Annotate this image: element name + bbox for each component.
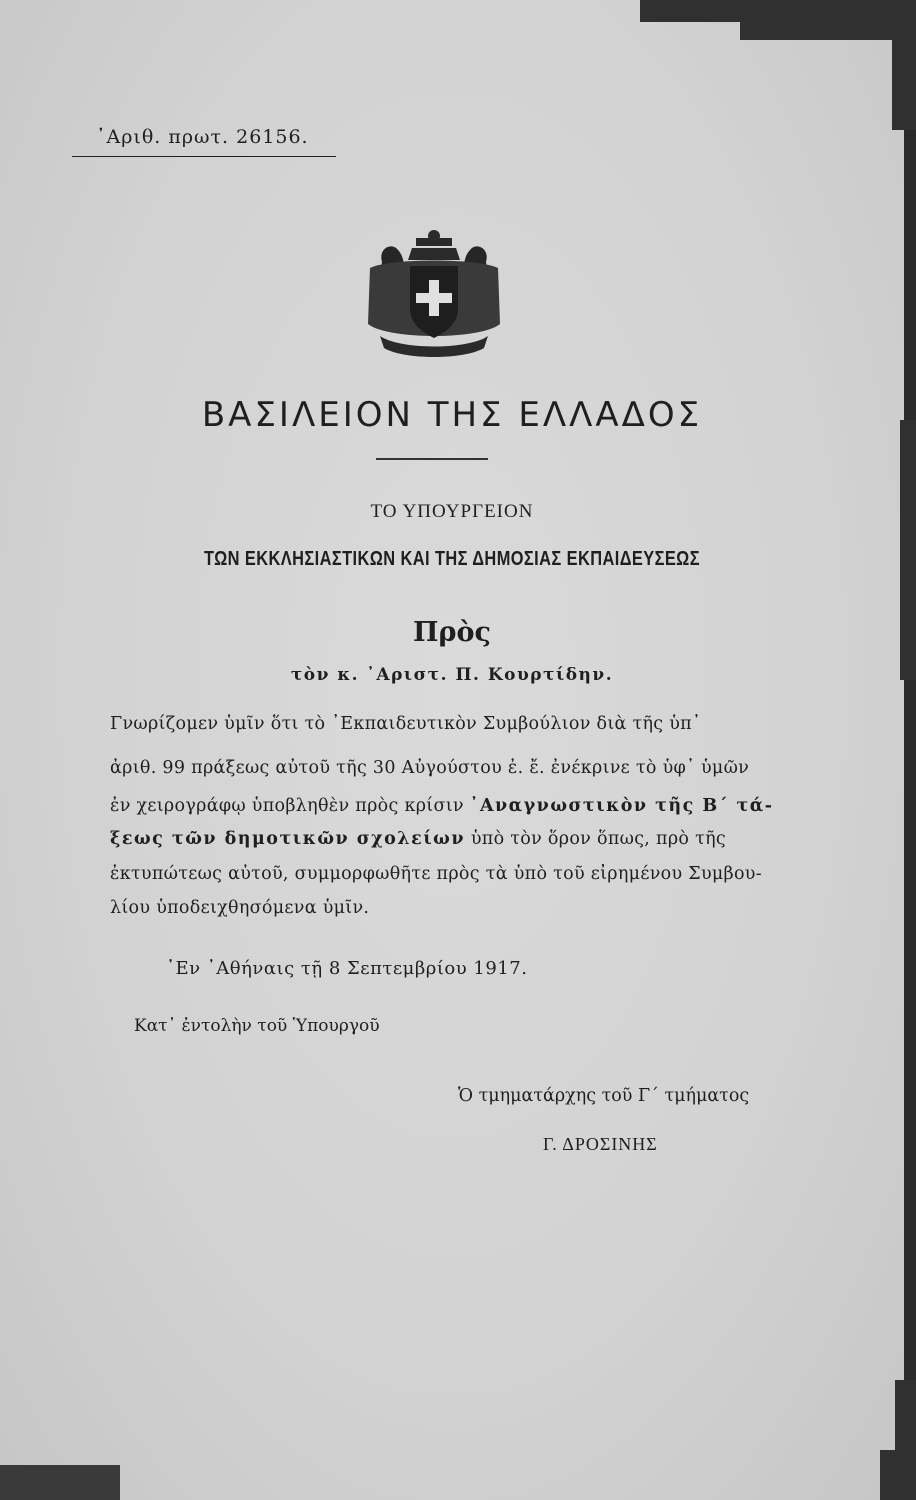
department-title: Ὁ τμηματάρχης τοῦ Γ΄ τμήματος [458, 1086, 750, 1106]
book-title: ᾿Αναγνωστικὸν τῆς Β΄ τά- [469, 796, 774, 816]
torn-edge [880, 1450, 916, 1500]
body-text-line [110, 829, 726, 849]
body-text-line: ἀριθ. 99 πράξεως αὐτοῦ τῆς 30 Αὐγούστου ἐ. ἔ. ἐνέκρινε τὸ ὑφ᾿ ὑμῶν [110, 758, 750, 778]
body-text-line: Γνωρίζομεν ὑμῖν ὅτι τὸ ᾿Εκπαιδευτικὸν Συμβούλιον διὰ τῆς ὑπ᾿ [110, 714, 702, 734]
recipient-name: τὸν κ. ᾿Αριστ. Π. Κουρτίδην. [290, 665, 614, 685]
ministry-heading: ΤΟ ΥΠΟΥΡΓΕΙΟΝ [370, 501, 534, 522]
body-text-line: λίου ὑποδειχθησόμενα ὑμῖν. [110, 898, 370, 918]
royal-coat-of-arms-icon [360, 228, 508, 360]
order-line: Κατ᾿ ἐντολὴν τοῦ Ὑπουργοῦ [134, 1016, 380, 1036]
protocol-number: ᾿Αριθ. πρωτ. 26156. [96, 126, 309, 148]
body-text-line: ἐκτυπώτεως αὐτοῦ, συμμορφωθῆτε πρὸς τὰ ὑπὸ τοῦ εἰρημένου Συμβου- [110, 864, 762, 884]
torn-edge [0, 1465, 120, 1500]
body-text-segment: ἐν χειρογράφῳ ὑποβληθὲν πρὸς κρίσιν [110, 796, 470, 816]
torn-edge [740, 22, 916, 40]
heading-rule [376, 458, 488, 460]
ministry-name: ΤΩΝ ΕΚΚΛΗΣΙΑΣΤΙΚΩΝ ΚΑΙ ΤΗΣ ΔΗΜΟΣΙΑΣ ΕΚΠΑΙΔΕΥΣΕΩΣ [203, 548, 700, 570]
torn-edge [892, 40, 916, 130]
body-text-segment: ὑπὸ τὸν ὅρον ὅπως, πρὸ τῆς [465, 829, 726, 849]
kingdom-heading: ΒΑΣΙΛΕΙΟΝ ΤΗΣ ΕΛΛΑΔΟΣ [201, 395, 703, 435]
protocol-underline [72, 156, 336, 157]
addressee-label: Πρὸς [413, 617, 491, 648]
book-title: ξεως τῶν δημοτικῶν σχολείων [110, 829, 465, 849]
signer-name: Γ. ΔΡΟΣΙΝΗΣ [543, 1134, 658, 1154]
torn-edge [640, 0, 916, 22]
date-line: ᾿Εν ᾿Αθήναις τῇ 8 Σεπτεμβρίου 1917. [166, 958, 528, 979]
body-text-line [110, 796, 774, 816]
